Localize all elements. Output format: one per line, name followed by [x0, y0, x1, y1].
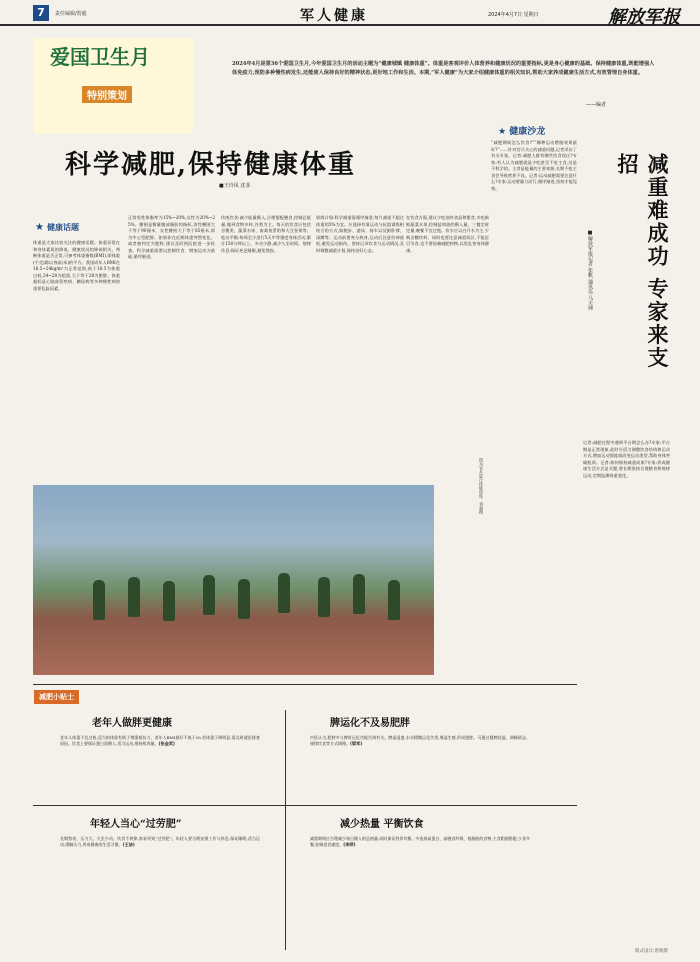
page-header	[0, 0, 700, 26]
training-photo	[33, 485, 434, 675]
star-icon: ★	[35, 222, 44, 233]
salon-column: “减肥期间怎么饮食?”“哪种运动燃脂效果最好?”……针对官兵关心的减重问题,记者采访了有关专家。记者:减肥人群有哪些饮食误区?专家:有人认为减肥就是少吃甚至不吃主食,这是不科学的。主食是能量的主要来源,长期不吃主食会导致营养不良。记者:运动减肥需要注意什么?专家:运动要量力而行,循序渐进,坚持才能见效。	[491, 140, 577, 191]
salon-title: 减重难成功 专家来支招	[615, 153, 670, 370]
topic-label: 健康话题	[46, 223, 79, 232]
issue-date: 2024年4月7日 星期日	[488, 12, 539, 18]
salon-byline: ■解放军报记者 张帆 通讯员 马天坤	[587, 230, 593, 311]
divider	[285, 710, 286, 950]
main-headline: 科学减肥,保持健康体重	[65, 150, 357, 180]
tip-title: 老年人做胖更健康	[92, 718, 172, 729]
editor-intro: 2024年4月是第36个爱国卫生月,今年爱国卫生月的活动主题为“健康城镇 健康体重”。体重是客观评价人体营养和健康状况的重要指标,更是身心健康的基础。保持健康体重,既能增强人体免疫力,预防多种慢性病发生,还能使人保持良好的精神状态,更好地工作和生活。本期,“军人健康”为大家介绍健康体重的相关知识,帮助大家养成健康生活方式,有效管理自身体重。	[232, 61, 655, 77]
banner-title: 爱国卫生月	[50, 45, 150, 69]
tip-title: 脾运化不及易肥胖	[330, 718, 410, 729]
main-byline: ■王玲凤 沈菲	[219, 183, 251, 189]
article-column: 训练计划:科学减重需循序渐进,每月减重不超过体重的5%为宜。应选择有氧运动与抗阻训练相结合的方式,如跑步、游泳、骑车以及俯卧撑、深蹲等。运动前要充分热身,运动后注意拉伸放松,避免运动损伤。坚持记录饮食与运动情况,及时调整减重计划,保持良好心态。	[316, 215, 404, 253]
layout-credit: 版式设计:唐晓黎	[635, 949, 669, 954]
masthead-logo: 解放军报	[608, 7, 680, 28]
editor-credit: 责任编辑/贺毅	[55, 11, 87, 17]
photo-caption: 图为官兵进行体能训练。刘超摄	[479, 458, 484, 514]
section-title: 军人健康	[300, 8, 368, 24]
divider	[33, 684, 577, 685]
tip-text: 减重期间应合理减少每日摄入的总热量,同时保证营养均衡。多选择高蛋白、高膳食纤维、低脂肪的食物,主食粗细搭配,少食多餐,控制进食速度。(李萍)	[310, 836, 530, 848]
salon-section-head: ★ 健康沙龙	[498, 127, 546, 137]
tip-text: 中医认为,肥胖多与脾胃运化功能失调有关。脾虚湿盛,水谷精微运化失常,聚湿生痰,形成肥胖。可通过健脾祛湿、调畅情志、规律饮食等方式调理。(梁军)	[310, 735, 530, 747]
tip-text: 老年人体重不宜过低,适当的体重有助于增强抵抗力。老年人BMI最好不低于20,若体重下降明显,需及时就医排查原因。饮食上要保证蛋白质摄入,适当运动,维持肌肉量。(张金武)	[60, 735, 260, 747]
star-icon: ★	[498, 127, 510, 137]
intro-sign: ——编者	[586, 102, 607, 108]
tip-title: 年轻人当心“过劳肥”	[90, 819, 182, 830]
salon-column: 记者:减肥过程中遇到平台期怎么办?专家:平台期是正常现象,此时应适当调整饮食结构和运动方式,增加运动强度或改变运动类型,帮助身体突破瓶颈。记者:如何保持减重成果?专家:养成健康生活方式是关键,要长期坚持合理膳食和规律运动,定期监测体重变化。	[583, 440, 670, 478]
divider	[33, 805, 577, 806]
banner-subtitle: 特别策划	[82, 86, 132, 103]
tip-text: 长期熬夜、压力大、久坐少动、饮食不规律,容易导致“过劳肥”。年轻人要合理安排工作与休息,保证睡眠,适当运动,缓解压力,养成健康的生活习惯。(王洁)	[60, 836, 260, 848]
tips-tag: 减肥小贴士	[34, 690, 79, 704]
tip-title: 减少热量 平衡饮食	[340, 819, 424, 830]
article-column: 正常男性体脂率为15%~20%,女性为20%~25%。腰围是衡量腹部脂肪的指标,男性腰围大于等于90厘米、女性腰围大于等于85厘米,即为中心型肥胖。如果你在近期体重突然变化、或者被判定为肥胖,建议及时到医院进一步检查。科学减重需要以控制饮食、增加运动为基础,循序渐进。	[128, 215, 215, 259]
topic-section-head	[35, 222, 79, 233]
article-column: 体重是大家比较关注的健康话题。体重异常在和身体素质的降低、健康状况的降低相关。判断体重是否正常,可参考体重指数(BMI),即体重(千克)除以身高(米)的平方。我国成年人BMI在18.5~24kg/m²为正常范围,低于18.5为体重过低,24~28为超重,大于等于28为肥胖。体重超标是心脑血管疾病、糖尿病等多种慢性病的重要危险因素。	[33, 240, 120, 291]
article-column: 传统饮食:减少能量摄入,合理搭配膳食,控制总能量,做到食物多样,谷类为主。每天的饮食应包括谷薯类、蔬菜水果、畜禽鱼蛋奶和大豆坚果等。吃动平衡:每周至少进行5天中等强度身体活动,累计150分钟以上。多动少静,减少久坐时间。规律作息:保证充足睡眠,避免熬夜。	[221, 215, 311, 253]
article-column: 在饮食方面,建议少吃油炸食品和甜食,多吃新鲜蔬菜水果,控制盐和油的摄入量。三餐定时定量,晚餐不宜过饱。饮水应以白开水为主,少喝含糖饮料。同时也要注意减重误区,不能盲目节食,也不要依赖减肥药物,以免危害身体健康。	[406, 215, 489, 253]
page-number: 7	[33, 5, 49, 21]
